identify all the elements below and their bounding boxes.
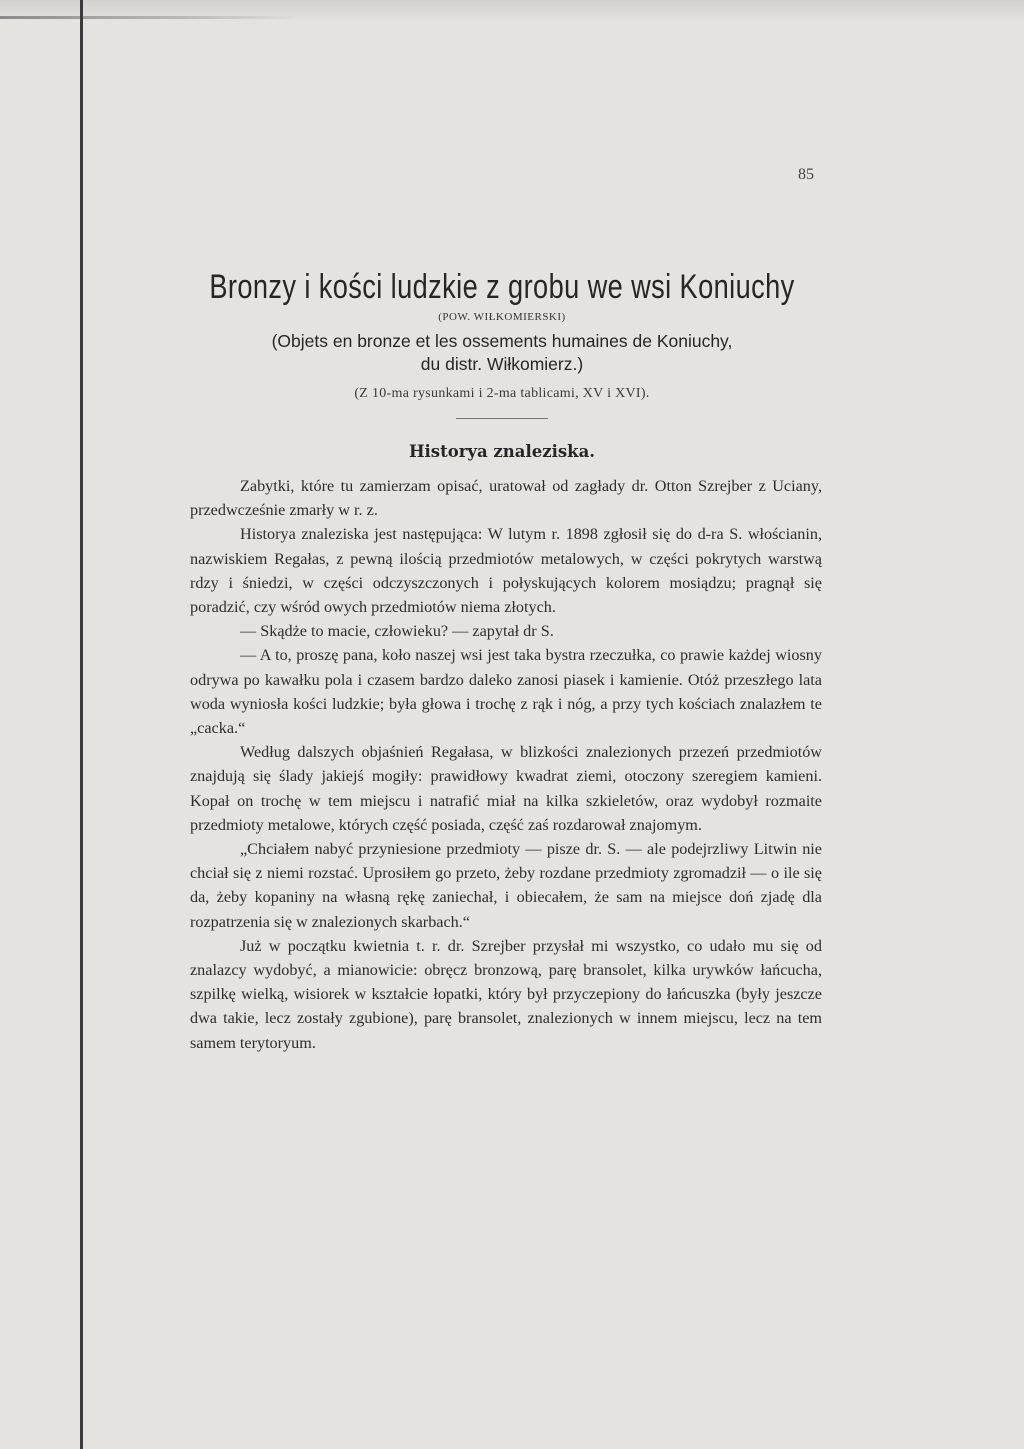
district-note: (POW. WIŁKOMIERSKI)	[438, 311, 566, 323]
section-heading: Historya znaleziska.	[408, 442, 596, 461]
binding-line	[80, 0, 83, 1449]
scan-top-rule	[0, 16, 300, 19]
paragraph: — Skądże to macie, człowieku? — zapytał dr S.	[240, 622, 554, 641]
paragraph: Już w początku kwietnia t. r. dr. Szrejber przysłał mi wszystko, co udało mu się od znalazcy wydobyć, a mianowicie: obręcz bronzową, parę bransolet, kilka urywków łańcucha, szpilkę wielką, wisiorek w kształcie łopatki, który był przyczepiony do łańcuszka (były jeszcze dwa takie, lecz zostały zgubione), parę bransolet, znalezionych w innem miejscu, lecz na tem samem terytoryum.	[190, 936, 822, 1052]
article-body	[190, 474, 822, 1055]
french-subtitle-line-1: (Objets en bronze et les ossements humaines de Koniuchy,	[271, 331, 733, 351]
article-title: Bronzy i kości ludzkie z grobu we wsi Koniuchy	[209, 268, 795, 306]
paragraph: Zabytki, które tu zamierzam opisać, uratował od zagłady dr. Otton Szrejber z Uciany, przedwcześnie zmarły w r. z.	[190, 477, 822, 520]
french-subtitle-line-2: du distr. Wiłkomierz.)	[420, 354, 584, 374]
french-subtitle	[180, 330, 824, 376]
paragraph: — A to, proszę pana, koło naszej wsi jest taka bystra rzeczułka, co prawie każdej wiosny odrywa po kawałku pola i czasem bardzo daleko zanosi piasek i kamienie. Otóż przeszłego lata woda wyniosła kości ludzkie; była głowa i trochę z rąk i nóg, a przy tych kościach znalazłem te „cacka.“	[190, 646, 822, 738]
page-number: 85	[798, 166, 814, 183]
paragraph: Historya znaleziska jest następująca: W lutym r. 1898 zgłosił się do d-ra S. włościanin, nazwiskiem Regałas, z pewną ilością przedmiotów metalowych, w części pokrytych warstwą rdzy i śniedzi, w części odczyszczonych i połyskujących kolorem mosiądzu; pragnął się poradzić, czy wśród owych przedmiotów niema złotych.	[190, 525, 822, 617]
paragraph: Według dalszych objaśnień Regałasa, w blizkości znalezionych przezeń przedmiotów znajdują się ślady jakiejś mogiły: prawidłowy kwadrat ziemi, otoczony szeregiem kamieni. Kopał on trochę w tem miejscu i natrafić miał na kilka szkieletów, oraz wydobył rozmaite przedmioty metalowe, których część posiada, część zaś rozdarował znajomym.	[190, 743, 822, 834]
section-divider	[456, 418, 548, 419]
illustrations-note: (Z 10-ma rysunkami i 2-ma tablicami, XV i XVI).	[354, 386, 650, 401]
paragraph: „Chciałem nabyć przyniesione przedmioty — pisze dr. S. — ale podejrzliwy Litwin nie chciał się z niemi rozstać. Uprosiłem go przeto, żeby rozdane przedmioty zgromadził — o ile się da, żeby kopaniny na własną rękę zaniechał, i obiecałem, że sam na miejsce doń zjadę dla rozpatrzenia się w znalezionych skarbach.“	[190, 840, 822, 931]
